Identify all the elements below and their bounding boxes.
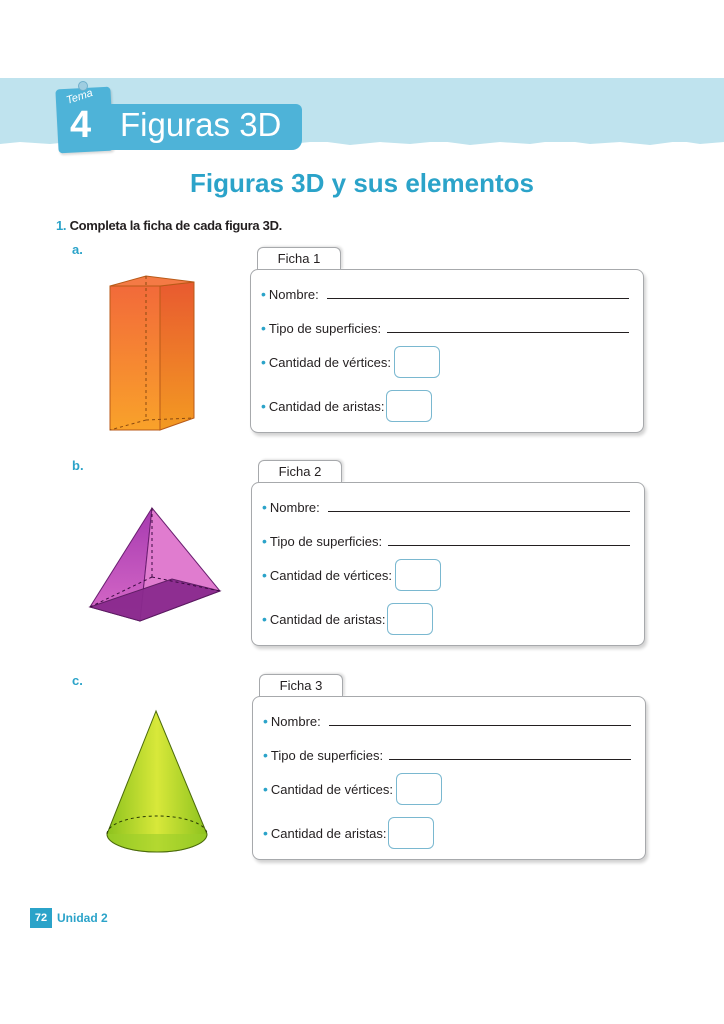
unit-label: Unidad 2 bbox=[57, 911, 108, 925]
item-letter-b: b. bbox=[72, 458, 84, 473]
field-vertices: • Cantidad de vértices: bbox=[263, 781, 394, 797]
bullet-icon: • bbox=[263, 781, 268, 797]
cone-icon bbox=[104, 708, 210, 856]
field-vertices: • Cantidad de vértices: bbox=[262, 567, 393, 583]
nombre-answer-line[interactable] bbox=[327, 298, 629, 299]
field-nombre: • Nombre: bbox=[261, 286, 319, 302]
instruction bbox=[56, 218, 282, 233]
bullet-icon: • bbox=[261, 320, 266, 336]
field-nombre: • Nombre: bbox=[262, 499, 320, 515]
topic-title: Figuras 3D bbox=[120, 106, 282, 143]
field-vertices: • Cantidad de vértices: bbox=[261, 354, 392, 370]
superficies-answer-line[interactable] bbox=[389, 759, 631, 760]
vertices-answer-box[interactable] bbox=[395, 559, 441, 591]
ficha-card-2 bbox=[251, 482, 645, 646]
field-aristas: • Cantidad de aristas: bbox=[261, 398, 385, 414]
field-superficies: • Tipo de superficies: bbox=[261, 320, 382, 336]
ficha-tab-3: Ficha 3 bbox=[259, 674, 343, 697]
bullet-icon: • bbox=[261, 354, 266, 370]
ficha-tab-2: Ficha 2 bbox=[258, 460, 342, 483]
field-superficies: • Tipo de superficies: bbox=[262, 533, 383, 549]
field-aristas: • Cantidad de aristas: bbox=[262, 611, 386, 627]
aristas-answer-box[interactable] bbox=[386, 390, 432, 422]
instruction-number: 1. bbox=[56, 218, 67, 233]
instruction-text: Completa la ficha de cada figura 3D. bbox=[69, 218, 282, 233]
field-superficies: • Tipo de superficies: bbox=[263, 747, 384, 763]
tema-label: Tema bbox=[64, 87, 95, 107]
ficha-card-3 bbox=[252, 696, 646, 860]
bullet-icon: • bbox=[262, 533, 267, 549]
aristas-answer-box[interactable] bbox=[387, 603, 433, 635]
bullet-icon: • bbox=[262, 567, 267, 583]
superficies-answer-line[interactable] bbox=[387, 332, 629, 333]
item-letter-c: c. bbox=[72, 673, 83, 688]
ficha-tab-1: Ficha 1 bbox=[257, 247, 341, 270]
nombre-answer-line[interactable] bbox=[329, 725, 631, 726]
page-heading: Figuras 3D y sus elementos bbox=[190, 168, 534, 198]
vertices-answer-box[interactable] bbox=[396, 773, 442, 805]
tema-number: 4 bbox=[70, 104, 92, 146]
square-pyramid-icon bbox=[86, 505, 224, 623]
bullet-icon: • bbox=[261, 286, 266, 302]
superficies-answer-line[interactable] bbox=[388, 545, 630, 546]
page-number: 72 bbox=[30, 908, 52, 928]
aristas-answer-box[interactable] bbox=[388, 817, 434, 849]
bullet-icon: • bbox=[262, 611, 267, 627]
ficha-card-1 bbox=[250, 269, 644, 433]
bullet-icon: • bbox=[263, 713, 268, 729]
bullet-icon: • bbox=[263, 825, 268, 841]
nombre-answer-line[interactable] bbox=[328, 511, 630, 512]
rectangular-prism-icon bbox=[100, 272, 204, 434]
item-letter-a: a. bbox=[72, 242, 83, 257]
bullet-icon: • bbox=[262, 499, 267, 515]
field-nombre: • Nombre: bbox=[263, 713, 321, 729]
vertices-answer-box[interactable] bbox=[394, 346, 440, 378]
bullet-icon: • bbox=[263, 747, 268, 763]
field-aristas: • Cantidad de aristas: bbox=[263, 825, 387, 841]
bullet-icon: • bbox=[261, 398, 266, 414]
